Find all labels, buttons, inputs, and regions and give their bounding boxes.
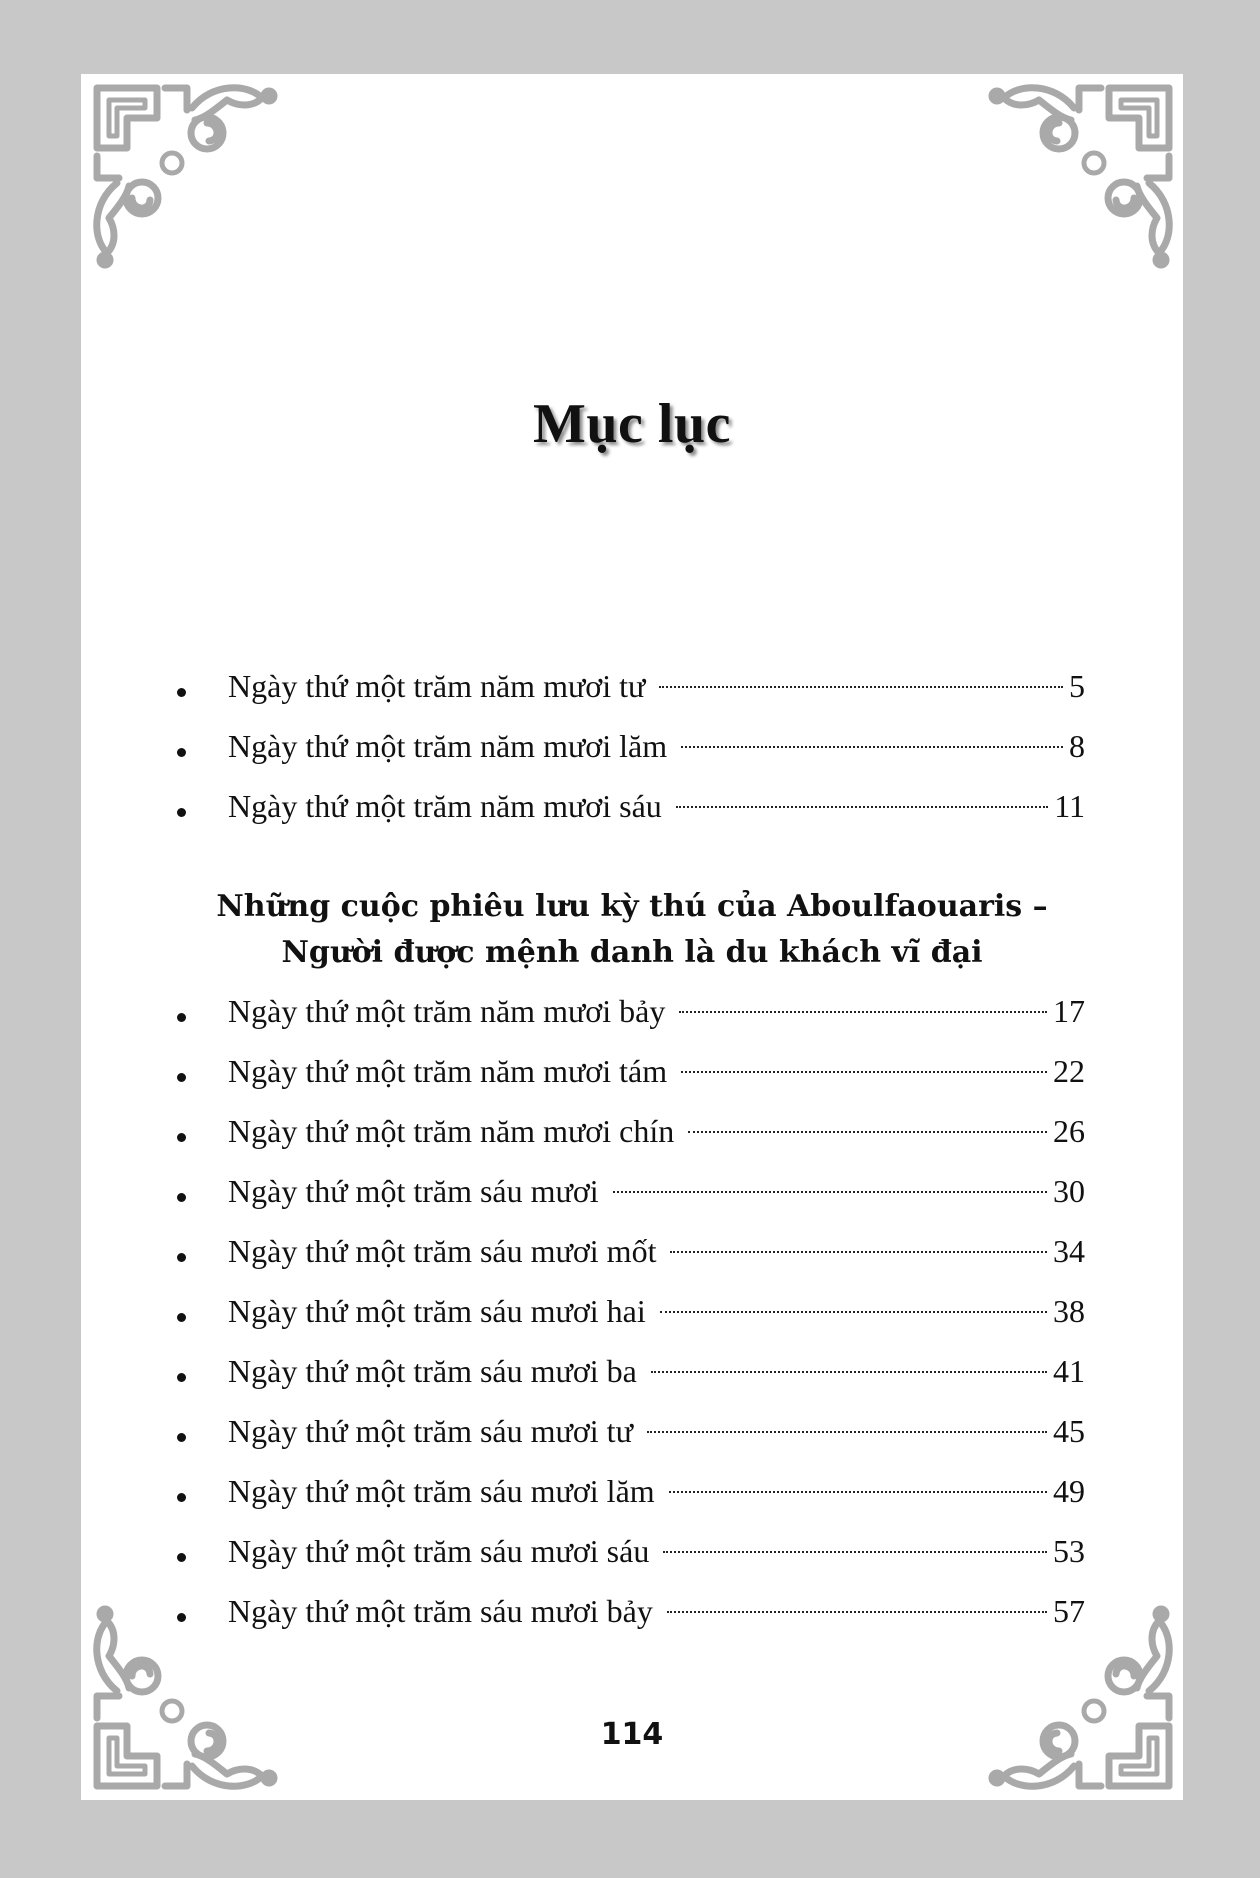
toc-entry-page: 49 [1053, 1473, 1085, 1509]
toc-entry-page: 26 [1053, 1113, 1085, 1149]
toc-entry[interactable] [81, 1589, 1183, 1649]
toc-entry-page: 8 [1069, 728, 1085, 764]
bullet-icon [177, 1493, 186, 1502]
bullet-icon [177, 1433, 186, 1442]
dot-leader [660, 1311, 1047, 1313]
bullet-icon [177, 1013, 186, 1022]
book-page [81, 74, 1183, 1800]
toc-entry[interactable] [81, 1289, 1183, 1349]
section-heading-line-1: Những cuộc phiêu lưu kỳ thú của Aboulfaouaris – [216, 889, 1048, 924]
dot-leader [667, 1611, 1047, 1613]
toc-entry-label: Ngày thứ một trăm sáu mươi bảy [228, 1593, 653, 1629]
toc-entry-label: Ngày thứ một trăm sáu mươi lăm [228, 1473, 655, 1509]
bullet-icon [177, 748, 186, 757]
toc-entry-page: 30 [1053, 1173, 1085, 1209]
toc-entry[interactable] [81, 664, 1183, 724]
bullet-icon [177, 1073, 186, 1082]
section-heading [81, 884, 1183, 976]
toc-entry[interactable] [81, 1349, 1183, 1409]
toc-entry[interactable] [81, 1229, 1183, 1289]
toc-entry-label: Ngày thứ một trăm năm mươi tám [228, 1053, 668, 1089]
toc-entry-label: Ngày thứ một trăm sáu mươi [228, 1173, 599, 1209]
toc-entry-page: 17 [1053, 993, 1085, 1029]
toc-entry-label: Ngày thứ một trăm sáu mươi sáu [228, 1533, 650, 1569]
bullet-icon [177, 688, 186, 697]
bullet-icon [177, 808, 186, 817]
bullet-icon [177, 1133, 186, 1142]
dot-leader [647, 1431, 1047, 1433]
toc-entry-label: Ngày thứ một trăm sáu mươi tư [228, 1413, 633, 1449]
toc-entry-label: Ngày thứ một trăm sáu mươi mốt [228, 1233, 657, 1269]
toc-entry[interactable] [81, 1409, 1183, 1469]
toc-entry-page: 22 [1053, 1053, 1085, 1089]
toc-entry[interactable] [81, 1169, 1183, 1229]
toc-entry-page: 53 [1053, 1533, 1085, 1569]
toc-entry-label: Ngày thứ một trăm năm mươi tư [228, 668, 646, 704]
section-heading-line-2: Người được mệnh danh là du khách vĩ đại [281, 935, 983, 970]
toc-entry[interactable] [81, 1109, 1183, 1169]
page-number: 114 [600, 1717, 664, 1752]
bullet-icon [177, 1193, 186, 1202]
toc-entry-page: 34 [1053, 1233, 1085, 1269]
toc-entry-page: 57 [1053, 1593, 1085, 1629]
dot-leader [669, 1491, 1047, 1493]
toc-entry-label: Ngày thứ một trăm năm mươi bảy [228, 993, 666, 1029]
dot-leader [681, 746, 1063, 748]
dot-leader [663, 1551, 1047, 1553]
toc-entry-label: Ngày thứ một trăm năm mươi chín [228, 1113, 675, 1149]
toc-entry[interactable] [81, 724, 1183, 784]
dot-leader [651, 1371, 1047, 1373]
toc-entry-page: 11 [1054, 788, 1085, 824]
corner-ornament-top-left [87, 78, 287, 278]
toc-entry[interactable] [81, 1049, 1183, 1109]
bullet-icon [177, 1553, 186, 1562]
toc-entry-label: Ngày thứ một trăm năm mươi sáu [228, 788, 662, 824]
page-title: Mục lục [533, 393, 731, 455]
toc-entry-page: 38 [1053, 1293, 1085, 1329]
toc-entry-page: 5 [1069, 668, 1085, 704]
dot-leader [659, 686, 1063, 688]
dot-leader [681, 1071, 1047, 1073]
toc-entry-page: 41 [1053, 1353, 1085, 1389]
toc-entry-label: Ngày thứ một trăm sáu mươi ba [228, 1353, 637, 1389]
toc-entry[interactable] [81, 1529, 1183, 1589]
corner-ornament-top-right [979, 78, 1179, 278]
toc-entry[interactable] [81, 989, 1183, 1049]
toc-entry[interactable] [81, 1469, 1183, 1529]
bullet-icon [177, 1373, 186, 1382]
dot-leader [688, 1131, 1047, 1133]
toc-entry-label: Ngày thứ một trăm sáu mươi hai [228, 1293, 646, 1329]
bullet-icon [177, 1253, 186, 1262]
dot-leader [676, 806, 1048, 808]
dot-leader [679, 1011, 1047, 1013]
bullet-icon [177, 1313, 186, 1322]
bullet-icon [177, 1613, 186, 1622]
toc-entry[interactable] [81, 784, 1183, 844]
dot-leader [613, 1191, 1047, 1193]
toc-entry-label: Ngày thứ một trăm năm mươi lăm [228, 728, 668, 764]
toc-entry-page: 45 [1053, 1413, 1085, 1449]
dot-leader [670, 1251, 1047, 1253]
